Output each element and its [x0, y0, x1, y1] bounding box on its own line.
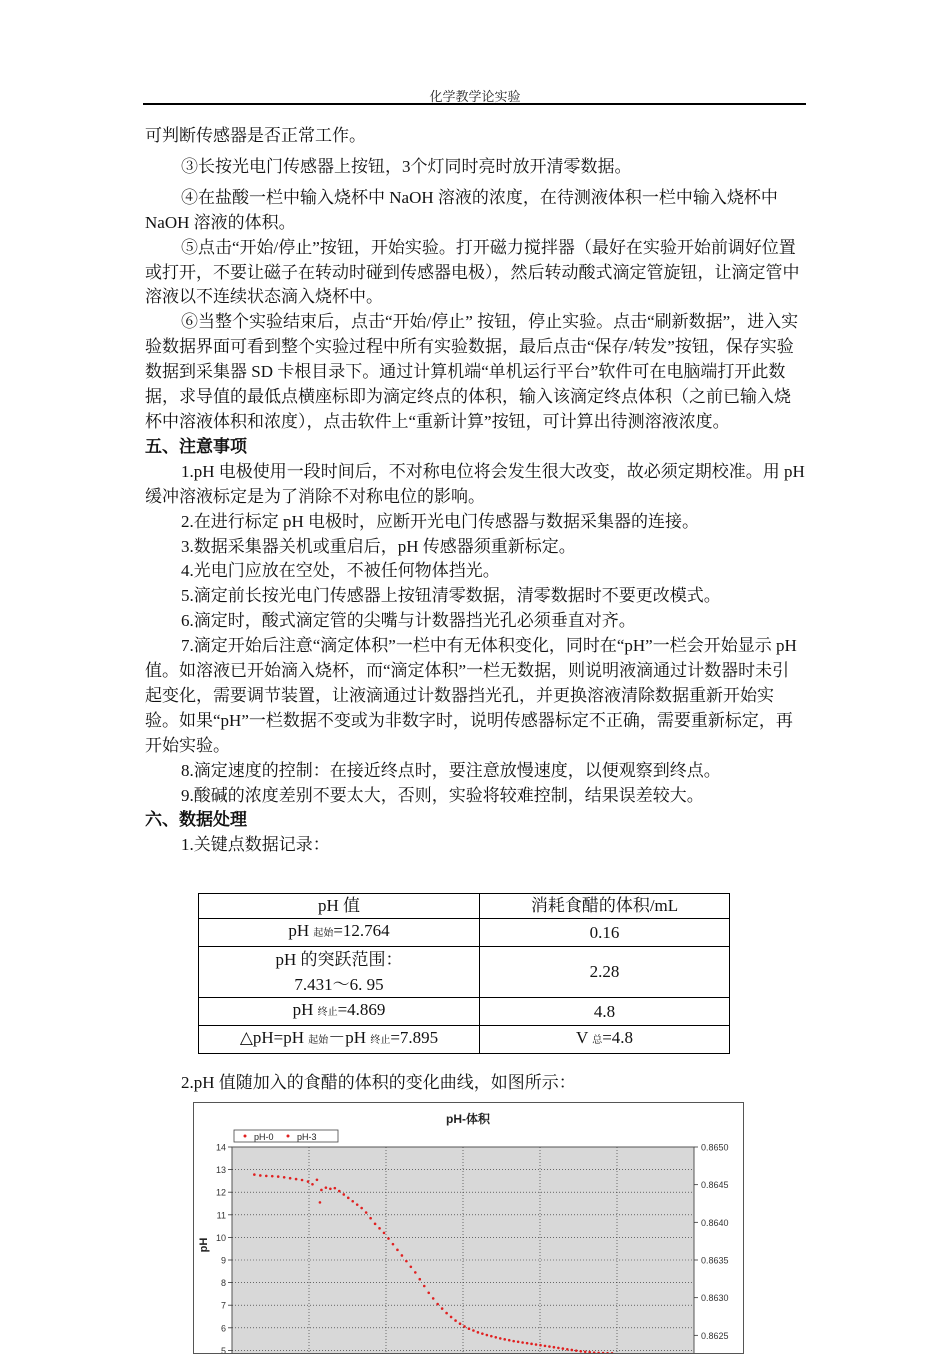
y2-tick-label: 0.8650	[701, 1142, 729, 1153]
table-header-row	[199, 894, 730, 919]
data-point	[253, 1173, 256, 1176]
data-point	[365, 1211, 368, 1214]
y2-tick-label: 0.8630	[701, 1293, 729, 1304]
data-point	[307, 1180, 310, 1183]
data-point	[539, 1344, 542, 1347]
header-rule	[143, 103, 806, 105]
data-point	[454, 1319, 457, 1322]
paragraph: ⑤点击“开始/停止”按钮，开始实验。打开磁力搅拌器（最好在实验开始前调好位置或打开，不要让磁子在转动时碰到传感器电极），然后转动酸式滴定管旋钮，让滴定管中溶液以不连续状态滴入烧杯中。	[145, 237, 800, 307]
data-point	[490, 1335, 493, 1338]
data-point	[418, 1278, 421, 1281]
data-point	[347, 1197, 350, 1200]
y-tick-label: 12	[215, 1187, 226, 1198]
data-point	[472, 1329, 475, 1332]
data-point	[450, 1316, 453, 1319]
data-point	[526, 1342, 529, 1345]
data-point	[432, 1297, 435, 1300]
document-body	[145, 124, 806, 858]
data-point	[360, 1207, 363, 1210]
y-tick-label: 8	[220, 1278, 226, 1289]
page-header-title: 化学教学论实验	[429, 89, 521, 104]
y2-tick-label: 0.8640	[701, 1217, 729, 1228]
note-item: 2.在进行标定 pH 电极时，应断开光电门传感器与数据采集器的连接。	[181, 511, 700, 531]
data-point	[351, 1200, 354, 1203]
data-point	[396, 1249, 399, 1252]
data-point	[503, 1338, 506, 1341]
data-point	[392, 1243, 395, 1246]
chart-caption: 2.pH 值随加入的食醋的体积的变化曲线，如图所示：	[181, 1073, 576, 1092]
note-item: 7.滴定开始后注意“滴定体积”一栏中有无体积变化，同时在“pH”一栏会开始显示 pH 值。如溶液已开始滴入烧杯，而“滴定体积”一栏无数据，则说明液滴通过计数器时未引起变化，需要调节装置，让液滴通过计数器挡光孔，并更换溶液清除数据重新开始实验。如果“pH”一栏数据不变或为非数字时，说明传感器标定不正确，需要重新标定，再开始实验。	[145, 636, 797, 755]
data-point	[334, 1187, 337, 1190]
legend-label: pH-3	[297, 1132, 317, 1142]
data-point	[517, 1341, 520, 1344]
paragraph: ③长按光电门传感器上按钮，3个灯同时亮时放开清零数据。	[181, 156, 632, 176]
paragraph: 可判断传感器是否正常工作。	[145, 126, 366, 145]
data-point	[342, 1193, 345, 1196]
data-point	[338, 1190, 341, 1193]
data-point	[553, 1346, 556, 1349]
data-point	[301, 1179, 304, 1182]
data-point	[441, 1307, 444, 1310]
table-cell: 4.8	[480, 998, 730, 1026]
chart-title: pH-体积	[446, 1112, 490, 1126]
data-point	[544, 1345, 547, 1348]
section-heading: 六、数据处理	[145, 810, 247, 830]
note-item: 4.光电门应放在空处，不被任何物体挡光。	[181, 561, 500, 581]
y2-tick-label: 0.8625	[701, 1330, 729, 1341]
table-row	[199, 947, 730, 998]
data-point	[584, 1350, 587, 1353]
data-point	[369, 1217, 372, 1220]
data-point	[265, 1175, 268, 1178]
data-point	[508, 1339, 511, 1342]
legend-marker	[287, 1135, 290, 1138]
y-tick-label: 14	[215, 1142, 226, 1153]
data-point	[512, 1340, 515, 1343]
data-point	[329, 1188, 332, 1191]
data-point	[316, 1178, 319, 1181]
data-point	[401, 1254, 404, 1257]
y-tick-label: 6	[220, 1323, 226, 1334]
subsection-label: 1.关键点数据记录：	[181, 835, 330, 855]
data-point	[277, 1175, 280, 1178]
data-point	[557, 1347, 560, 1350]
note-item: 8.滴定速度的控制：在接近终点时，要注意放慢速度，以便观察到终点。	[181, 760, 721, 780]
table-header-cell: pH 值	[199, 894, 480, 919]
data-point	[481, 1332, 484, 1335]
note-item: 3.数据采集器关机或重启后，pH 传感器须重新标定。	[181, 536, 576, 556]
data-point	[271, 1175, 274, 1178]
data-point	[445, 1312, 448, 1315]
table-row	[199, 919, 730, 947]
legend-box	[234, 1130, 338, 1142]
note-item: 6.滴定时，酸式滴定管的尖嘴与计数器挡光孔必须垂直对齐。	[181, 611, 636, 631]
data-point	[289, 1177, 292, 1180]
y2-tick-label: 0.8635	[701, 1255, 729, 1266]
section-heading: 五、注意事项	[145, 436, 247, 456]
legend-label: pH-0	[254, 1132, 274, 1142]
data-point	[423, 1285, 426, 1288]
data-point	[521, 1341, 524, 1344]
legend-marker	[244, 1135, 247, 1138]
data-point	[570, 1349, 573, 1352]
table-cell: pH 终止=4.869	[199, 998, 480, 1026]
data-point	[562, 1347, 565, 1350]
jump-range-value: 7.431～6. 95	[294, 975, 384, 994]
table-cell: △pH=pH 起始－pH 终止=7.895	[199, 1026, 480, 1054]
note-item: 9.酸碱的浓度差别不要太大，否则，实验将较难控制，结果误差较大。	[181, 785, 704, 805]
note-item: 5.滴定前长按光电门传感器上按钮清零数据，清零数据时不要更改模式。	[181, 586, 721, 606]
data-point	[311, 1183, 314, 1186]
key-data-table	[198, 893, 730, 1054]
jump-range-label: pH 的突跃范围：	[275, 950, 403, 969]
ph-volume-chart	[193, 1102, 744, 1354]
table-row	[199, 998, 730, 1026]
data-point	[575, 1349, 578, 1352]
data-point	[374, 1223, 377, 1226]
data-point	[259, 1174, 262, 1177]
table-header-cell: 消耗食醋的体积/mL	[480, 894, 730, 919]
paragraph: ⑥当整个实验结束后，点击“开始/停止” 按钮，停止实验。点击“刷新数据”，进入实验数据界面可看到整个实验过程中所有实验数据，最后点击“保存/转发”按钮，保存实验数据到采集器 SD 卡根目录下。通过计算机端“单机运行平台”软件可在电脑端打开此数据，求导值的最低点横座标即为滴定终点的体积，输入该滴定终点体积（之前已输入烧杯中溶液体积和浓度），点击软件上“重新计算”按钮，可计算出待测溶液浓度。	[145, 312, 799, 431]
paragraph: ④在盐酸一栏中输入烧杯中 NaOH 溶液的浓度，在待测液体积一栏中输入烧杯中 NaOH 溶液的体积。	[145, 187, 778, 232]
data-point	[477, 1331, 480, 1334]
table-cell: V 总=4.8	[480, 1026, 730, 1054]
data-point	[427, 1291, 430, 1294]
chart-legend	[234, 1130, 338, 1142]
data-point	[405, 1260, 408, 1263]
y-tick-label: 10	[215, 1232, 226, 1243]
data-point	[436, 1303, 439, 1306]
data-point	[356, 1203, 359, 1206]
y-tick-label: 11	[216, 1210, 226, 1221]
data-point	[566, 1348, 569, 1351]
data-point	[414, 1271, 417, 1274]
data-point	[486, 1334, 489, 1337]
table-cell: 0.16	[480, 919, 730, 947]
data-point	[383, 1232, 386, 1235]
data-point	[463, 1325, 466, 1328]
y-axis-label: pH	[198, 1237, 210, 1253]
data-point	[295, 1178, 298, 1181]
y-tick-label: 13	[215, 1165, 226, 1176]
note-item: 1.pH 电极使用一段时间后，不对称电位将会发生很大改变，故必须定期校准。用 pH 缓冲溶液标定是为了消除不对称电位的影响。	[145, 461, 805, 506]
data-point	[494, 1336, 497, 1339]
table-cell: pH 起始=12.764	[199, 919, 480, 947]
data-point	[325, 1186, 328, 1189]
y2-tick-label: 0.8645	[701, 1180, 729, 1191]
table-cell	[199, 947, 480, 998]
y-tick-label: 9	[220, 1255, 226, 1266]
table-cell: 2.28	[480, 947, 730, 998]
data-point	[548, 1345, 551, 1348]
y-tick-label: 5	[220, 1345, 226, 1353]
data-point	[378, 1227, 381, 1230]
data-point	[468, 1327, 471, 1330]
table-row	[199, 1026, 730, 1054]
data-point	[283, 1176, 286, 1179]
data-point	[320, 1189, 323, 1192]
data-point	[410, 1265, 413, 1268]
y-tick-label: 7	[220, 1300, 226, 1311]
data-point	[319, 1201, 322, 1204]
data-point	[499, 1337, 502, 1340]
data-point	[459, 1322, 462, 1325]
chart-svg	[194, 1103, 743, 1353]
data-point	[387, 1237, 390, 1240]
data-point	[579, 1350, 582, 1353]
